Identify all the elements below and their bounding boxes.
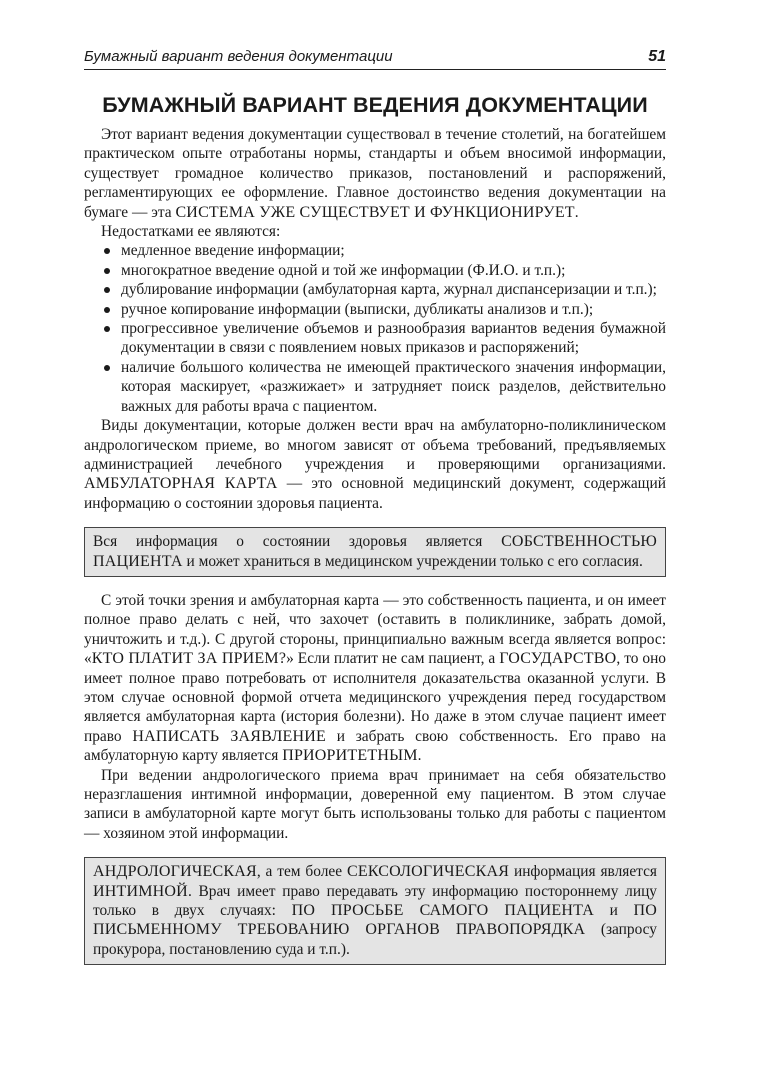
list-item [84,280,666,299]
paragraph-text: » Если платит не сам пациент, а [286,650,500,668]
emphasis-caps: ПО ПИСЬМЕННОМУ ТРЕБОВАНИЮ ОРГАНОВ ПРАВОПОРЯДКА [93,902,657,939]
bullet-icon [104,307,110,313]
paragraph-documentation [84,416,666,513]
emphasis-caps: НАПИСАТЬ ЗАЯВЛЕНИЕ [132,727,326,745]
list-item-text: медленное введение информации; [121,242,345,260]
box-text: и [594,902,634,920]
box-text: (запросу прокурора, постановлению суда и т.п.). [93,921,657,958]
emphasis-caps: КТО ПЛАТИТ ЗА ПРИЕМ? [91,650,287,668]
paragraph-ownership [84,591,666,766]
list-item-text: ручное копирование информации (выписки, дубликаты анализов и т.п.); [121,300,594,318]
list-item [84,300,666,319]
emphasis-caps: АНДРОЛОГИЧЕСКАЯ [93,863,257,881]
emphasis-caps: СОБСТВЕННОСТЬЮ ПАЦИЕНТА [93,533,657,570]
paragraph-text: Виды документации, которые должен вести врач на амбулаторно-поликлиническом андрологическом приеме, во многом зависят от объема требований, предъявляемых администрацией лечебного учреждения и проверяющими организациями. [84,417,666,473]
page-header [84,40,666,70]
box-text: Вся информация о состоянии здоровья является [93,533,502,551]
paragraph-text: . [574,203,579,221]
emphasis-caps: АМБУЛАТОРНАЯ КАРТА [84,475,278,493]
section-title: БУМАЖНЫЙ ВАРИАНТ ВЕДЕНИЯ ДОКУМЕНТАЦИИ [102,93,648,117]
paragraph-text: . [417,747,422,765]
emphasis-caps: ИНТИМНОЙ [93,882,188,900]
list-item-text: многократное введение одной и той же информации (Ф.И.О. и т.п.); [121,261,566,279]
list-item [84,358,666,416]
box-text: и может храниться в медицинском учреждении только с его согласия. [182,552,643,570]
paragraph-text: , то оно имеет полное право потребовать от исполнителя доказательства оказанной услуги. В этом случае основной формой отчета медицинского учреждения перед государством является амбулаторная карта (история болезни). Но даже в этом случае пациент имеет право [84,650,667,745]
header-rule [84,69,666,70]
emphasis-caps: ГОСУДАРСТВО [499,650,617,668]
list-item [84,319,666,358]
list-item-text: наличие большого количества не имеющей практического значения информации, которая маскирует, «разжижает» и затрудняет поиск разделов, действительно важных для работы врача с пациентом. [121,358,666,415]
bullet-icon [104,326,110,332]
paragraph-text: Этот вариант ведения документации существовал в течение столетий, на богатейшем практическом опыте отработаны нормы, стандарты и объем вносимой информации, существует громадное количество приказов, постановлений и распоряжений, регламентирующих ее оформление. Главное достоинство ведения документации на бумаге — эта [84,126,666,221]
highlight-box-ownership [84,527,666,577]
paragraph-confidentiality: При ведении андрологического приема врач принимает на себя обязательство неразглашения интимной информации, доверенной ему пациентом. В этом случае записи в амбулаторной карте могут быть использованы только для работы с пациентом — хозяином этой информации. [84,766,666,842]
page-number: 51 [648,48,666,65]
emphasis-caps: СЕКСОЛОГИЧЕСКАЯ [346,863,510,881]
paragraph-text: С этой точки зрения и амбулаторная карта — это собственность пациента, и он имеет полное право делать с ней, что захочет (оставить в поликлинике, забрать домой, уничтожить и т.д.). С другой стороны, принципиально важным всегда является вопрос: « [84,591,666,668]
box-text: . Врач имеет право передавать эту информацию постороннему лицу только в двух случаях: [93,882,657,920]
running-title: Бумажный вариант ведения документации [84,48,393,65]
bullet-icon [104,248,110,254]
emphasis-caps: СИСТЕМА УЖЕ СУЩЕСТВУЕТ И ФУНКЦИОНИРУЕТ [175,203,575,221]
section-body [84,125,666,965]
box-text: , а тем более [256,863,347,881]
box-text: информация является [509,863,658,881]
paragraph-intro [84,125,666,222]
drawbacks-intro: Недостатками ее являются: [101,223,281,241]
list-item [84,261,666,280]
list-item-text: дублирование информации (амбулаторная карта, журнал диспансеризации и т.п.); [121,281,657,299]
emphasis-caps: ПО ПРОСЬБЕ САМОГО ПАЦИЕНТА [291,902,595,920]
bullet-icon [104,365,110,371]
drawbacks-list [84,241,666,416]
emphasis-caps: ПРИОРИТЕТНЫМ [282,747,418,765]
list-item-text: прогрессивное увеличение объемов и разнообразия вариантов ведения бумажной документации в связи с появлением новых приказов и распоряжений; [121,320,666,357]
highlight-box-intimate [84,857,666,965]
paragraph-text: и забрать свою собственность. Его право на амбулаторную карту является [84,727,666,765]
bullet-icon [104,268,110,274]
bullet-icon [104,287,110,293]
paragraph-text: — это основной медицинский документ, содержащий информацию о состоянии здоровья пациента. [84,475,666,512]
list-item [84,241,666,260]
